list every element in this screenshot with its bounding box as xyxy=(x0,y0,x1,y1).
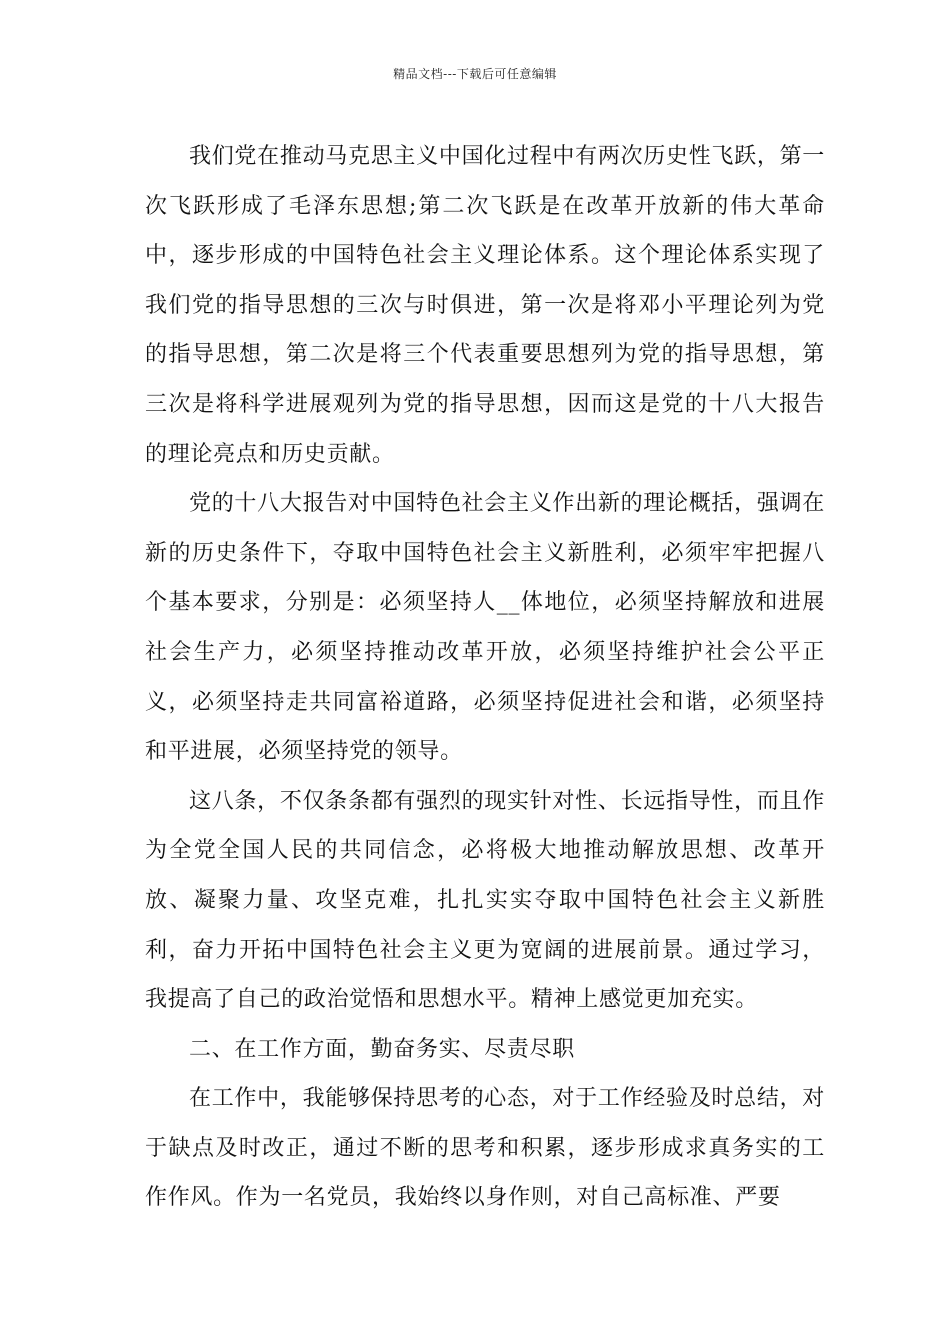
paragraph-work-attitude: 在工作中，我能够保持思考的心态，对于工作经验及时总结，对于缺点及时改正，通过不断的思考和积累，逐步形成求真务实的工作作风。作为一名党员，我始终以身作则，对自己高标准、严要 xyxy=(145,1086,825,1211)
section-heading-work: 二、在工作方面，勤奋务实、尽责尽职 xyxy=(189,1036,575,1062)
paragraph-eight-requirements: 党的十八大报告对中国特色社会主义作出新的理论概括，强调在新的历史条件下，夺取中国特色社会主义新胜利，必须牢牢把握八个基本要求，分别是：必须坚持人__体地位，必须坚持解放和进展社会生产力，必须坚持推动改革开放，必须坚持维护社会公平正义，必须坚持走共同富裕道路，必须坚持促进社会和谐，必须坚持和平进展，必须坚持党的领导。 xyxy=(145,491,825,765)
paragraph-significance: 这八条，不仅条条都有强烈的现实针对性、长远指导性，而且作为全党全国人民的共同信念，必将极大地推动解放思想、改革开放、凝聚力量、攻坚克难，扎扎实实夺取中国特色社会主义新胜利，奋力开拓中国特色社会主义更为宽阔的进展前景。通过学习，我提高了自己的政治觉悟和思想水平。精神上感觉更加充实。 xyxy=(145,788,825,1013)
page-header: 精品文档---下载后可任意编辑 xyxy=(393,67,557,81)
paragraph-theory-leaps: 我们党在推动马克思主义中国化过程中有两次历史性飞跃，第一次飞跃形成了毛泽东思想;第二次飞跃是在改革开放新的伟大革命中，逐步形成的中国特色社会主义理论体系。这个理论体系实现了我们党的指导思想的三次与时俱进，第一次是将邓小平理论列为党的指导思想，第二次是将三个代表重要思想列为党的指导思想，第三次是将科学进展观列为党的指导思想，因而这是党的十八大报告的理论亮点和历史贡献。 xyxy=(145,144,825,467)
document-body xyxy=(145,132,825,1223)
